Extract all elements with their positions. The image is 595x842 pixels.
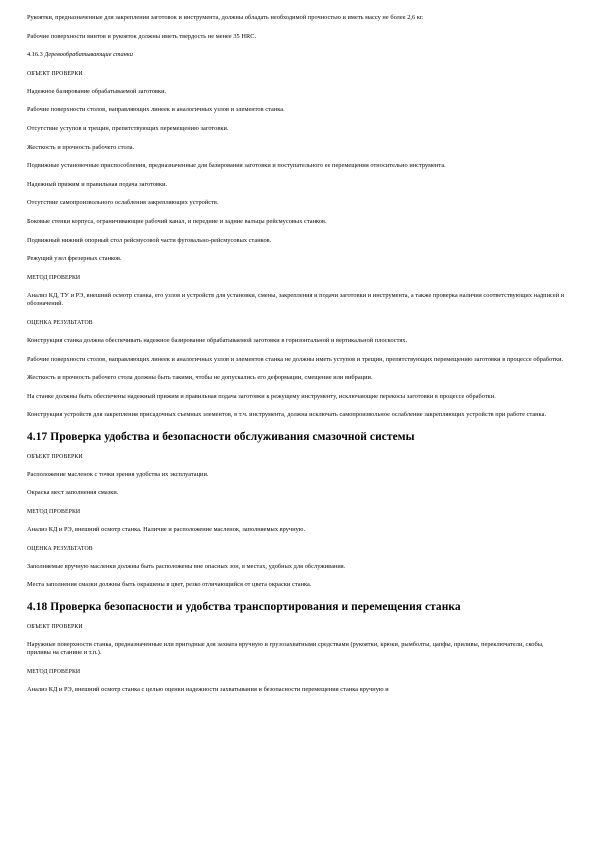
paragraph: Отсутствие самопроизвольного ослабления закрепляющих устройств. <box>27 199 219 207</box>
subsection-title: Деревообрабатывающие станки <box>44 51 133 59</box>
section-label: ОЦЕНКА РЕЗУЛЬТАТОВ <box>27 319 93 326</box>
paragraph: Анализ КД, ТУ и РЭ, внешний осмотр станка, его узлов и устройств для установки, смены, закрепления и подачи заготовки и инструмента, а также проверка наличия соответствующих надписей и обозначений. <box>27 291 565 308</box>
paragraph: Жесткость и прочность рабочего стола должны быть такими, чтобы не допускались его деформации, смещение или вибрации. <box>27 374 373 382</box>
paragraph: Надежное базирование обрабатываемой заготовки. <box>27 87 167 95</box>
section-heading: 4.18 Проверка безопасности и удобства транспортирования и перемещения станка <box>27 600 461 613</box>
paragraph: Рабочие поверхности столов, направляющих линеек и аналогичных узлов и элементов станка. <box>27 106 285 114</box>
section-label: МЕТОД ПРОВЕРКИ <box>27 669 81 676</box>
section-label: МЕТОД ПРОВЕРКИ <box>27 509 81 516</box>
paragraph: Надежный прижим и правильная подача заготовки. <box>27 180 168 188</box>
paragraph: Анализ КД и РЭ, внешний осмотр станка с целью оценки надежности захватывания и безопасности перемещения станка вручную и <box>27 686 389 694</box>
paragraph: Анализ КД и РЭ, внешний осмотр станка. Наличие и расположение масленок, заполняемых вручную. <box>27 526 306 534</box>
section-label: ОБЪЕКТ ПРОВЕРКИ <box>27 70 83 77</box>
subsection-number: 4.16.3 <box>27 51 43 59</box>
paragraph: Отсутствие уступов и трещин, препятствующих перемещению заготовки. <box>27 124 229 132</box>
paragraph: Заполняемые вручную масленки должны быть расположены вне опасных зон, в местах, удобных для обслуживания. <box>27 562 346 570</box>
subsection-heading <box>27 51 567 60</box>
paragraph: Режущий узел фрезерных станков. <box>27 255 122 263</box>
paragraph: Боковые стенки корпуса, ограничивающие рабочий канал, и передние и задние валъцы рейсмусовых станков. <box>27 217 327 225</box>
section-heading: 4.17 Проверка удобства и безопасности обслуживания смазочной системы <box>27 430 415 443</box>
paragraph: Рукоятки, предназначенные для закрепления заготовок и инструмента, должны обладать необходимой прочностью и иметь массу не более 2,6 кг. <box>27 14 424 21</box>
paragraph: Наружные поверхности станка, предназначенные или пригодные для захвата вручную и грузозахватными средствами (рукоятки, крюки, рымболты, цапфы, приливы, переключатели, скобы, приливы на станине и т.п.). <box>27 640 544 657</box>
section-label: ОБЪЕКТ ПРОВЕРКИ <box>27 453 83 460</box>
paragraph: Окраска мест заполнения смазки. <box>27 489 119 497</box>
paragraph: Жесткость и прочность рабочего стола. <box>27 143 135 151</box>
paragraph: Рабочие поверхности столов, направляющих линеек и аналогичных узлов и элементов станка не должны иметь уступов и трещин, препятствующих перемещению заготовки в процессе обработки. <box>27 355 564 363</box>
paragraph: Конструкция устройств для закрепления присадочных съемных элементов, в т.ч. инструмента, должна исключать самопроизвольное ослабление закрепляющих устройств при работе станка. <box>27 411 547 419</box>
paragraph: Подвижные установочные приспособления, предназначенные для базирования заготовки и поступательного ее перемещения относительно инструмента. <box>27 162 446 170</box>
paragraph: Конструкция станка должна обеспечивать надежное базирование обрабатываемой заготовки в горизонтальной и вертикальной плоскостях. <box>27 336 408 344</box>
document-page <box>27 14 567 705</box>
paragraph: Подвижный нижний опорный стол рейсмусовой части фуговально-рейсмусовых станков. <box>27 236 272 244</box>
paragraph: Расположение масленок с точки зрения удобства их эксплуатации. <box>27 470 209 478</box>
paragraph: Места заполнения смазки должны быть окрашены в цвет, резко отличающийся от цвета окраски станка. <box>27 581 312 589</box>
section-label: ОБЪЕКТ ПРОВЕРКИ <box>27 623 83 630</box>
paragraph: Рабочие поверхности винтов и рукояток должны иметь твердость не менее 35 HRC. <box>27 32 257 40</box>
section-label: ОЦЕНКА РЕЗУЛЬТАТОВ <box>27 545 93 552</box>
section-label: МЕТОД ПРОВЕРКИ <box>27 274 81 281</box>
paragraph: На станке должны быть обеспечены надежный прижим и правильная подача заготовки к режущему инструменту, исключающие перекосы заготовки в процессе обработки. <box>27 392 496 400</box>
